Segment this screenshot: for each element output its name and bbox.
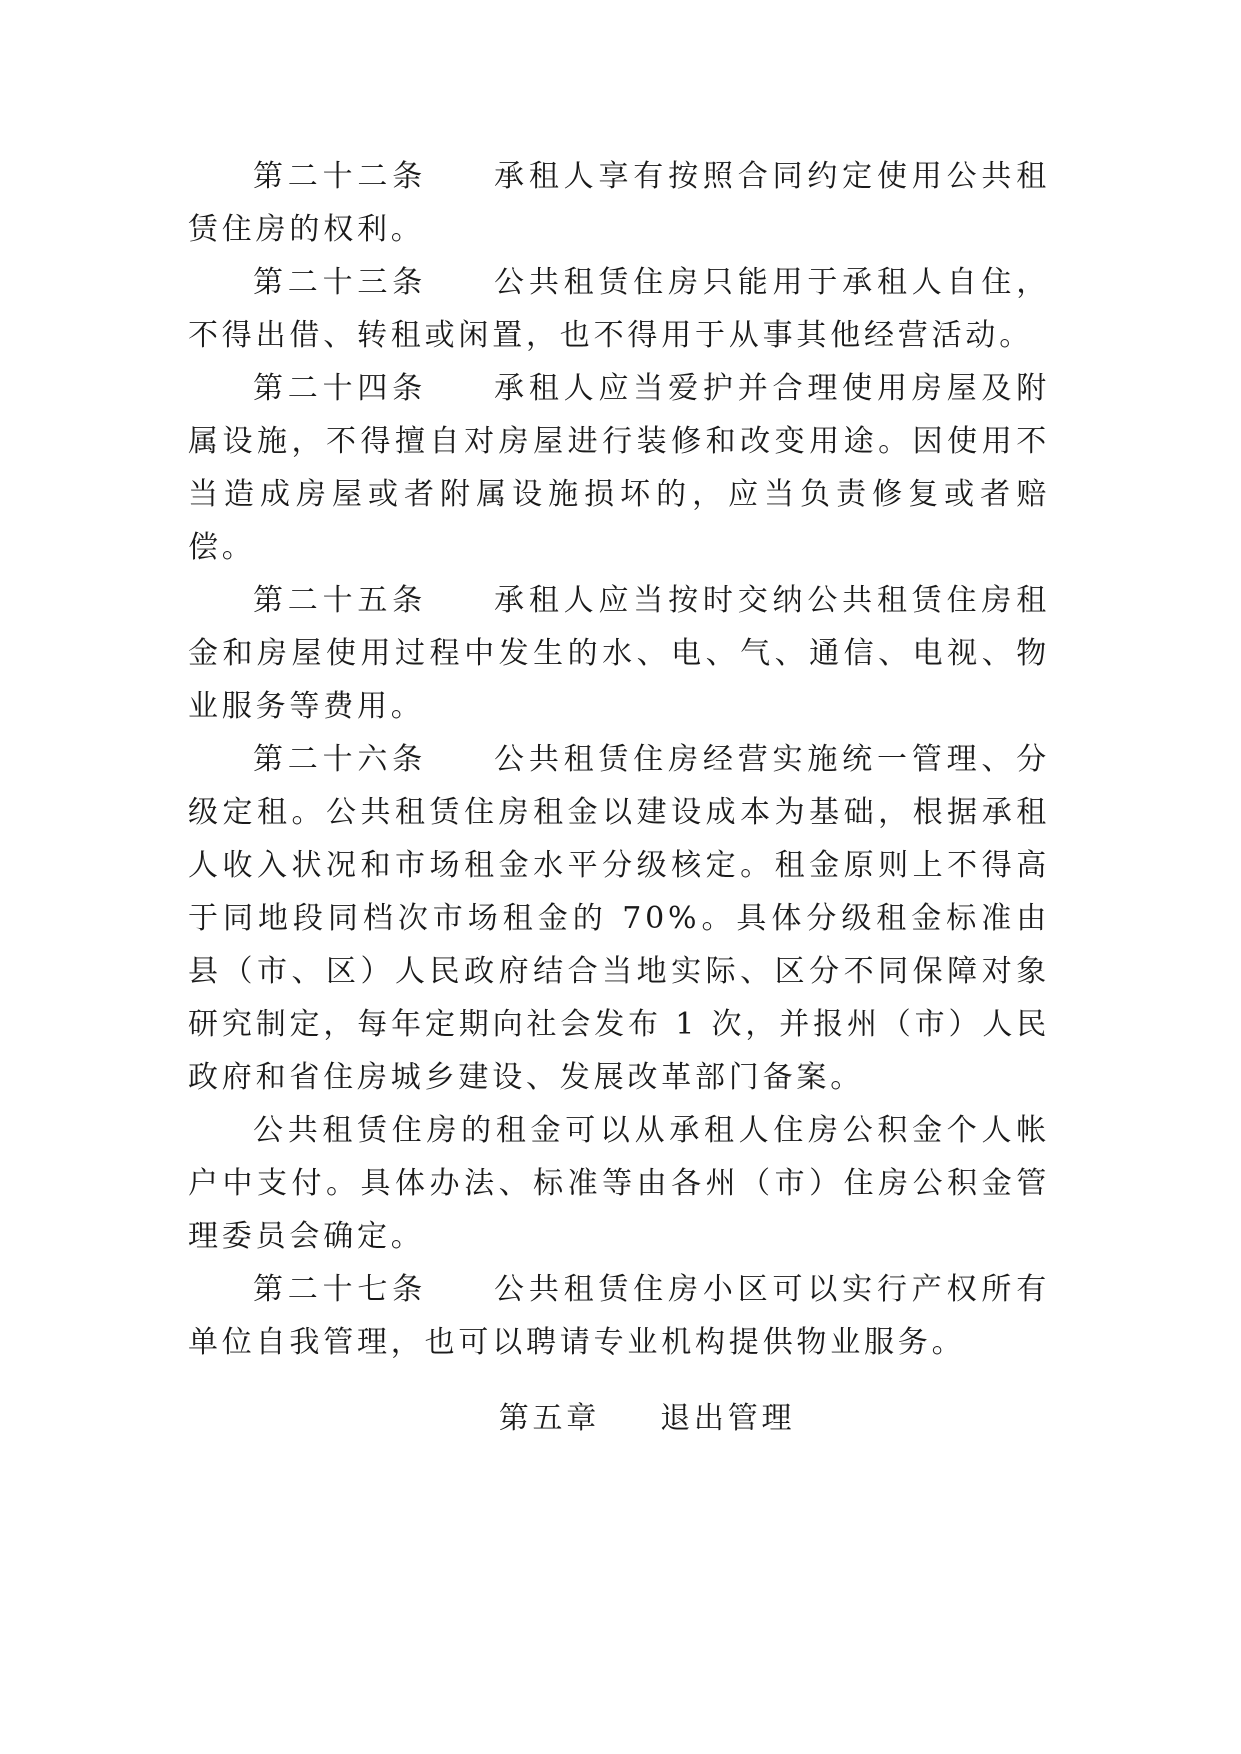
article-26 <box>188 733 1050 1104</box>
article-23 <box>188 256 1050 362</box>
chapter-title: 退出管理 <box>660 1401 796 1436</box>
article-text: 公共租赁住房小区可以实行产权所有单位自我管理，也可以聘请专业机构提供物业服务。 <box>188 1272 1050 1360</box>
article-number: 第二十六条 <box>253 742 428 777</box>
article-number: 第二十三条 <box>253 265 428 300</box>
chapter-number: 第五章 <box>498 1401 601 1436</box>
article-text: 公共租赁住房只能用于承租人自住，不得出借、转租或闲置，也不得用于从事其他经营活动。 <box>188 265 1050 353</box>
article-number: 第二十五条 <box>253 583 428 618</box>
article-number: 第二十七条 <box>253 1272 428 1307</box>
article-number: 第二十四条 <box>253 371 428 406</box>
article-text: 承租人应当爱护并合理使用房屋及附属设施，不得擅自对房屋进行装修和改变用途。因使用不当造成房屋或者附属设施损坏的，应当负责修复或者赔偿。 <box>188 371 1050 565</box>
article-27 <box>188 1263 1050 1369</box>
chapter-heading <box>188 1392 1050 1445</box>
article-26-paragraph-2 <box>188 1104 1050 1263</box>
article-text: 承租人应当按时交纳公共租赁住房租金和房屋使用过程中发生的水、电、气、通信、电视、物业服务等费用。 <box>188 583 1050 724</box>
article-text: 公共租赁住房的租金可以从承租人住房公积金个人帐户中支付。具体办法、标准等由各州（市）住房公积金管理委员会确定。 <box>188 1113 1050 1254</box>
article-24 <box>188 362 1050 574</box>
article-number: 第二十二条 <box>253 159 428 194</box>
article-text: 公共租赁住房经营实施统一管理、分级定租。公共租赁住房租金以建设成本为基础，根据承租人收入状况和市场租金水平分级核定。租金原则上不得高于同地段同档次市场租金的 70%。具体分级租金标准由县（市、区）人民政府结合当地实际、区分不同保障对象研究制定，每年定期向社会发布 1 次，并报州（市）人民政府和省住房城乡建设、发展改革部门备案。 <box>188 742 1050 1095</box>
document-page <box>188 150 1050 1436</box>
article-25 <box>188 574 1050 733</box>
article-text: 承租人享有按照合同约定使用公共租赁住房的权利。 <box>188 159 1050 247</box>
article-22 <box>188 150 1050 256</box>
